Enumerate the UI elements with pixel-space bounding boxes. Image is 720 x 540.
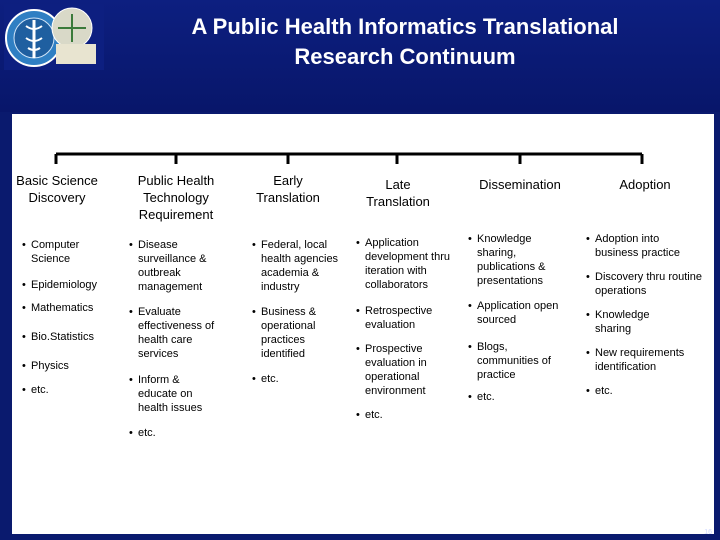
list-item: • Retrospective evaluation [356, 305, 433, 331]
title-line-1: A Public Health Informatics Translational [191, 14, 619, 39]
list-item: • Discovery thru routine operations [586, 271, 702, 297]
list-item: • Inform & educate on health issues [129, 374, 203, 414]
list-item: • Federal, local health agencies academia & industry [252, 239, 339, 293]
stage-adoption: Adoption [619, 177, 671, 192]
list-item: • etc. [356, 409, 383, 421]
list-item: • etc. [22, 384, 49, 396]
list-item: • Mathematics [22, 302, 94, 314]
list-item: • Knowledge sharing [586, 309, 650, 335]
list-item: • etc. [252, 373, 279, 385]
list-item: • Blogs, communities of practice [468, 341, 551, 381]
health-seal-logo [4, 4, 104, 70]
stage-basic-science: Basic Science Discovery [16, 173, 98, 205]
list-item: • Bio.Statistics [22, 331, 94, 343]
stage-requirement: Public Health Technology Requirement [137, 173, 215, 222]
list-item: • etc. [129, 427, 156, 439]
slide-title [110, 12, 700, 72]
list-item: • etc. [586, 385, 613, 397]
title-line-2: Research Continuum [294, 44, 516, 69]
list-item: • Knowledge sharing, publications & presentations [468, 233, 546, 287]
content-panel [12, 114, 714, 534]
list-item: • Physics [22, 360, 69, 372]
page-number: 16 [704, 529, 712, 536]
list-item: • Evaluate effectiveness of health care services [129, 306, 215, 360]
list-item: • etc. [468, 391, 495, 403]
list-item: • Disease surveillance & outbreak management [129, 239, 207, 293]
list-item: • Application open sourced [468, 300, 559, 326]
list-item: • New requirements identification [586, 347, 685, 373]
list-item: • Epidemiology [22, 279, 98, 291]
list-item: • Prospective evaluation in operational environment [356, 343, 427, 397]
stage-dissemination: Dissemination [479, 177, 561, 192]
list-item: • Business & operational practices identified [252, 306, 317, 360]
slide-header [0, 0, 720, 112]
list-item: • Adoption into business practice [586, 233, 680, 259]
timeline-axis [12, 114, 714, 174]
list-item: • Computer Science [22, 239, 80, 265]
stage-late-translation: Late Translation [366, 177, 430, 209]
list-item: • Application development thru iteration with collaborators [356, 237, 450, 291]
stage-early-translation: Early Translation [256, 173, 320, 205]
